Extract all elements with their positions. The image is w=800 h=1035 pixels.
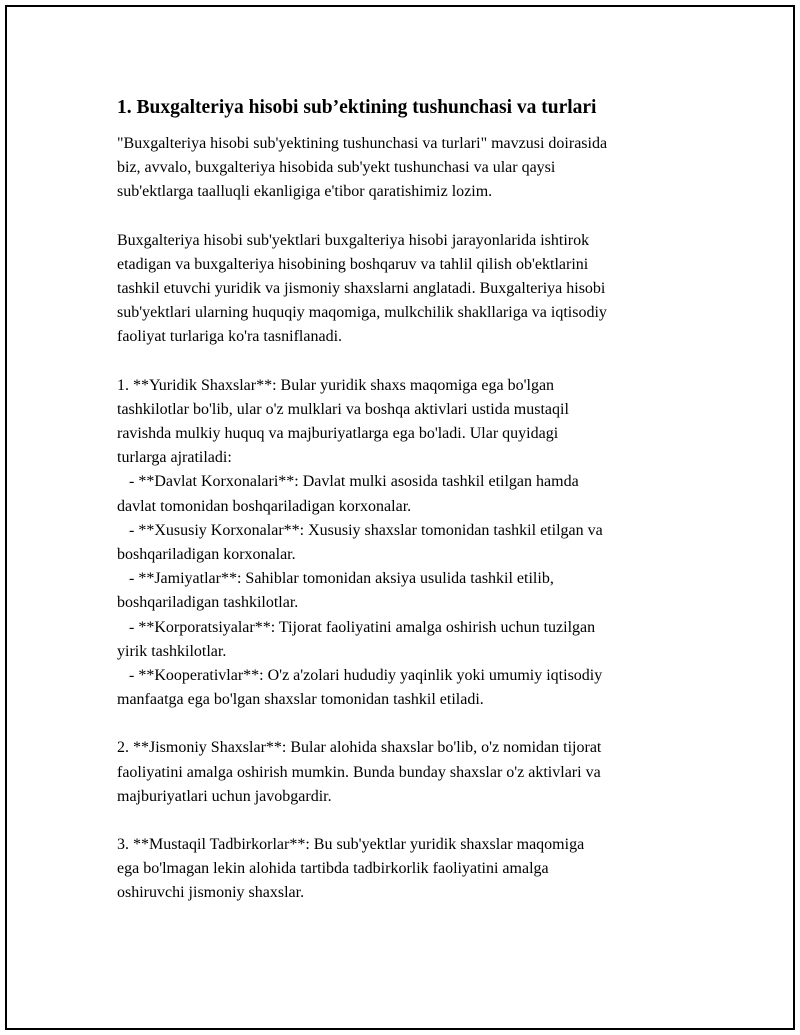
text-line: boshqariladigan tashkilotlar.	[117, 594, 299, 612]
text-line: - **Kooperativlar**: O'z a'zolari hududiy yaqinlik yoki umumiy iqtisodiy	[117, 667, 603, 685]
text-line: etadigan va buxgalteriya hisobining boshqaruv va tahlil qilish ob'ektlarini	[117, 255, 589, 273]
paragraph-definition	[117, 229, 697, 350]
text-line: manfaatga ega bo'lgan shaxslar tomonidan tashkil etiladi.	[117, 691, 484, 709]
text-line: majburiyatlari uchun javobgardir.	[117, 787, 332, 805]
text-line: tashkilotlar bo'lib, ular o'z mulklari va boshqa aktivlari ustida mustaqil	[117, 400, 569, 418]
text-line: boshqariladigan korxonalar.	[117, 546, 296, 564]
text-line: ravishda mulkiy huquq va majburiyatlarga ega bo'ladi. Ular quyidagi	[117, 425, 559, 443]
paragraph-entrepreneurs	[117, 833, 697, 906]
text-line: biz, avvalo, buxgalteriya hisobida sub'yekt tushunchasi va ular qaysi	[117, 159, 556, 177]
paragraph-individuals	[117, 736, 697, 809]
text-line: faoliyatini amalga oshirish mumkin. Bunda bunday shaxslar o'z aktivlari va	[117, 763, 601, 781]
text-line: sub'ektlarga taalluqli ekanligiga e'tibor qaratishimiz lozim.	[117, 183, 493, 201]
document-body	[117, 96, 697, 930]
text-line: sub'yektlari ularning huquqiy maqomiga, mulkchilik shakllariga va iqtisodiy	[117, 304, 607, 322]
text-line: davlat tomonidan boshqariladigan korxonalar.	[117, 497, 412, 515]
text-line: ega bo'lmagan lekin alohida tartibda tadbirkorlik faoliyatini amalga	[117, 860, 549, 878]
text-line: - **Korporatsiyalar**: Tijorat faoliyatini amalga oshirish uchun tuzilgan	[117, 618, 596, 636]
text-line: "Buxgalteriya hisobi sub'yektining tushunchasi va turlari" mavzusi doirasida	[117, 135, 608, 152]
text-line: 1. **Yuridik Shaxslar**: Bular yuridik shaxs maqomiga ega bo'lgan	[117, 376, 555, 394]
text-line: 3. **Mustaqil Tadbirkorlar**: Bu sub'yektlar yuridik shaxslar maqomiga	[117, 836, 585, 854]
text-line: Buxgalteriya hisobi sub'yektlari buxgalteriya hisobi jarayonlarida ishtirok	[117, 231, 590, 249]
text-line: - **Davlat Korxonalari**: Davlat mulki asosida tashkil etilgan hamda	[117, 473, 579, 491]
text-line: yirik tashkilotlar.	[117, 642, 227, 660]
paragraph-legal-entities	[117, 374, 697, 713]
text-line: - **Xususiy Korxonalar**: Xususiy shaxslar tomonidan tashkil etilgan va	[117, 521, 603, 539]
text-line: faoliyat turlariga ko'ra tasniflanadi.	[117, 328, 343, 346]
text-line: turlarga ajratiladi:	[117, 449, 232, 467]
paragraph-intro	[117, 132, 697, 205]
text-line: 2. **Jismoniy Shaxslar**: Bular alohida shaxslar bo'lib, o'z nomidan tijorat	[117, 739, 602, 757]
document-title: 1. Buxgalteriya hisobi sub’ektining tushunchasi va turlari	[117, 97, 597, 118]
text-line: - **Jamiyatlar**: Sahiblar tomonidan aksiya usulida tashkil etilib,	[117, 570, 554, 588]
text-line: oshiruvchi jismoniy shaxslar.	[117, 884, 305, 902]
text-line: tashkil etuvchi yuridik va jismoniy shaxslarni anglatadi. Buxgalteriya hisobi	[117, 280, 606, 298]
